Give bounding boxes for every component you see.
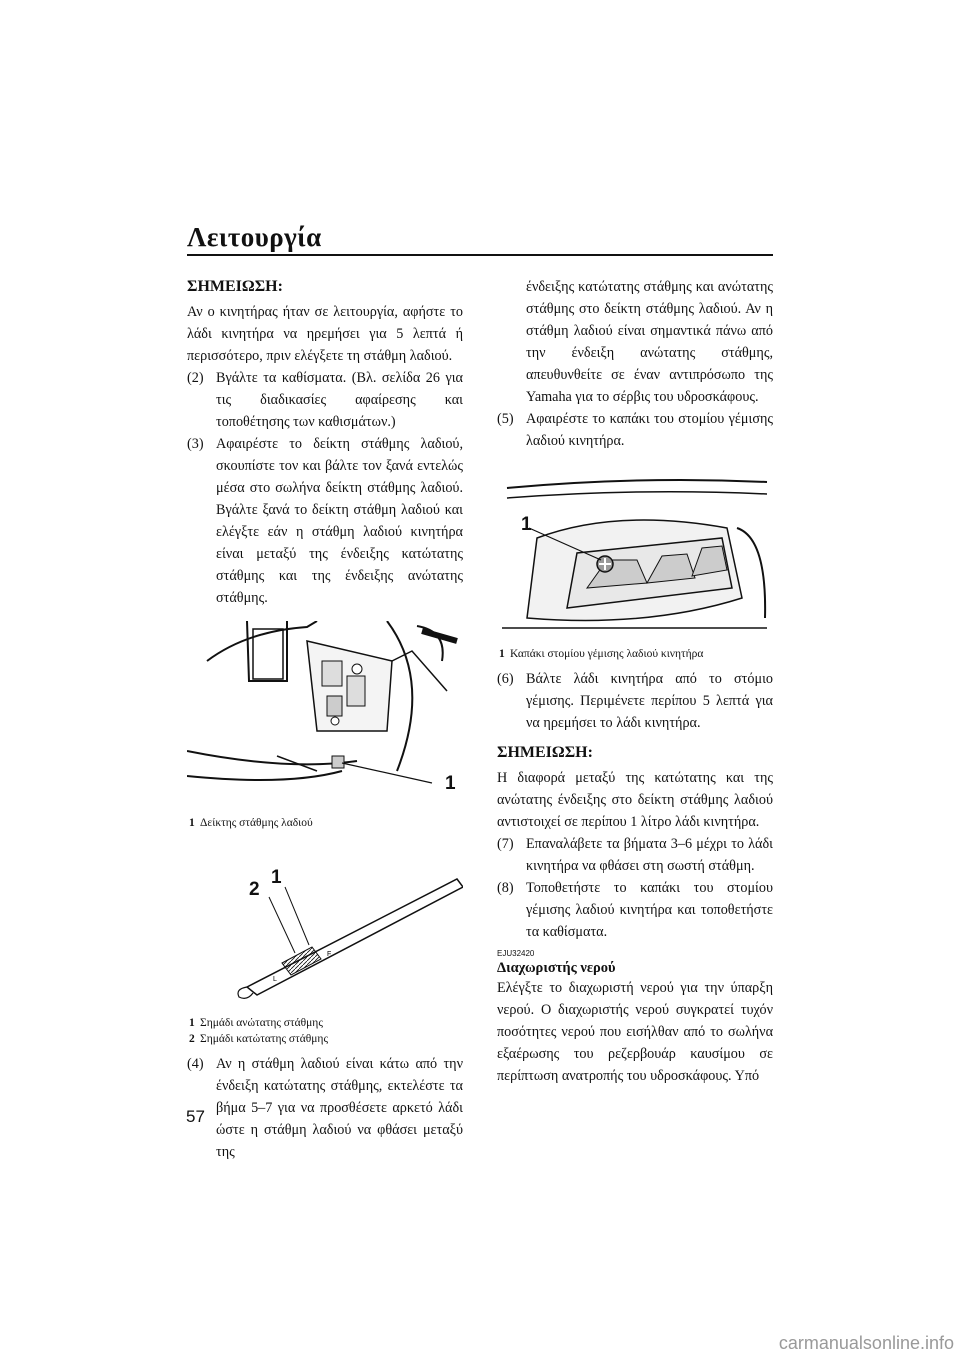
- dipstick-marks-illustration: [187, 861, 463, 1001]
- callout-1: 1: [521, 514, 532, 535]
- step-number: (6): [497, 671, 514, 687]
- figure-caption: [187, 1015, 463, 1031]
- figure-dipstick-engine: [187, 621, 463, 809]
- caption-text: Δείκτης στάθμης λαδιού: [200, 817, 313, 829]
- caption-text: Σημάδι ανώτατης στάθμης: [200, 1017, 323, 1029]
- step-2: [187, 367, 463, 433]
- note-text: Αν ο κινητήρας ήταν σε λειτουργία, αφήστε το λάδι κινητήρα να ηρεμήσει για 5 λεπτά ή περισσότερο, πριν ελέγξετε τη στάθμη λαδιού.: [187, 304, 463, 364]
- step-7: [497, 833, 773, 877]
- dipstick-engine-illustration: [187, 621, 463, 809]
- step-8: [497, 877, 773, 943]
- header-rule: [187, 254, 773, 256]
- step-number: (8): [497, 880, 514, 896]
- step-5: [497, 408, 773, 452]
- step-text: Τοποθετήστε το καπάκι του στομίου γέμισης λαδιού κινητήρα και τοποθετήστε τα καθίσματα.: [526, 880, 773, 940]
- step-number: (3): [187, 436, 204, 452]
- caption-number: 1: [499, 648, 505, 660]
- page-title: Λειτουργία: [187, 222, 322, 252]
- caption-number: 1: [189, 817, 195, 829]
- note-title: ΣΗΜΕΙΩΣΗ:: [497, 744, 593, 761]
- step-number: (5): [497, 411, 514, 427]
- step-number: (2): [187, 370, 204, 386]
- caption-number: 2: [189, 1033, 195, 1045]
- watermark: carmanualsonline.info: [778, 1333, 954, 1353]
- step-number: (7): [497, 836, 514, 852]
- step-number: (4): [187, 1056, 204, 1072]
- svg-text:L: L: [273, 976, 277, 983]
- callout-1: 1: [445, 773, 456, 794]
- left-column: [187, 276, 463, 1163]
- callout-1: 1: [271, 867, 282, 888]
- step-text: Βγάλτε τα καθίσματα. (Βλ. σελίδα 26 για τις διαδικασίες αφαίρεσης και τοποθέτησης των καθισμάτων.): [216, 370, 463, 430]
- caption-number: 1: [189, 1017, 195, 1029]
- step-text: Αφαιρέστε το δείκτη στάθμης λαδιού, σκουπίστε τον και βάλτε τον ξανά εντελώς μέσα στο σωλήνα δείκτη στάθμης λαδιού. Βγάλτε ξανά το δείκτη στάθμη λαδιού και ελέγξτε εάν η στάθμη λαδιού κινητήρα είναι μεταξύ της ένδειξης κατώτατης στάθμης και της ένδειξης ανώτατης στάθμης.: [216, 436, 463, 606]
- figure-caption: [187, 1031, 463, 1047]
- oil-filler-cap-illustration: [497, 468, 773, 640]
- section-code: EJU32420: [497, 949, 535, 958]
- step-text: Αν η στάθμη λαδιού είναι κάτω από την ένδειξη κατώτατης στάθμης, εκτελέστε τα βήμα 5–7 για να προσθέσετε αρκετό λάδι ώστε η στάθμη λαδιού να φθάσει μεταξύ της: [216, 1056, 463, 1160]
- section-title: Διαχωριστής νερού: [497, 960, 616, 976]
- right-column: [497, 276, 773, 1087]
- page-number: 57: [186, 1107, 205, 1126]
- step-4: [187, 1053, 463, 1163]
- figure-caption: [497, 646, 773, 662]
- caption-text: Σημάδι κατώτατης στάθμης: [200, 1033, 328, 1045]
- step-6: [497, 668, 773, 734]
- figure-caption: [187, 815, 463, 831]
- note-title: ΣΗΜΕΙΩΣΗ:: [187, 278, 283, 295]
- step-text: Βάλτε λάδι κινητήρα από το στόμιο γέμισης. Περιμένετε περίπου 5 λεπτά για να ηρεμήσει το λάδι κινητήρα.: [526, 671, 773, 731]
- step-text: Επαναλάβετε τα βήματα 3–6 μέχρι το λάδι κινητήρα να φθάσει στη σωστή στάθμη.: [526, 836, 773, 874]
- note-text: Η διαφορά μεταξύ της κατώτατης και της ανώτατης ένδειξης στο δείκτη στάθμης λαδιού αντιστοιχεί σε περίπου 1 λίτρο λάδι κινητήρα.: [497, 770, 773, 830]
- caption-text: Καπάκι στομίου γέμισης λαδιού κινητήρα: [510, 648, 704, 660]
- figure-dipstick-marks: [187, 861, 463, 1001]
- svg-text:F: F: [327, 951, 332, 958]
- section-text: Ελέγξτε το διαχωριστή νερού για την ύπαρξη νερού. Ο διαχωριστής νερού συγκρατεί τυχόν ποσότητες νερού που εισήλθαν από το σωλήνα εξαέρωσης του ρεζερβουάρ καυσίμου σε περίπτωση ανατροπής του υδροσκάφους. Υπό: [497, 980, 773, 1084]
- step-text: Αφαιρέστε το καπάκι του στομίου γέμισης λαδιού κινητήρα.: [526, 411, 773, 449]
- figure-oil-filler-cap: [497, 468, 773, 640]
- callout-2: 2: [249, 879, 260, 900]
- step-3: [187, 433, 463, 609]
- continued-text: ένδειξης κατώτατης στάθμης και ανώτατης στάθμης στο δείκτη στάθμης λαδιού. Αν η στάθμη λαδιού είναι σημαντικά πάνω από την ένδειξη ανώτατης στάθμης, απευθυνθείτε σε έναν αντιπρόσωπο της Yamaha για το σέρβις του υδροσκάφους.: [526, 279, 773, 405]
